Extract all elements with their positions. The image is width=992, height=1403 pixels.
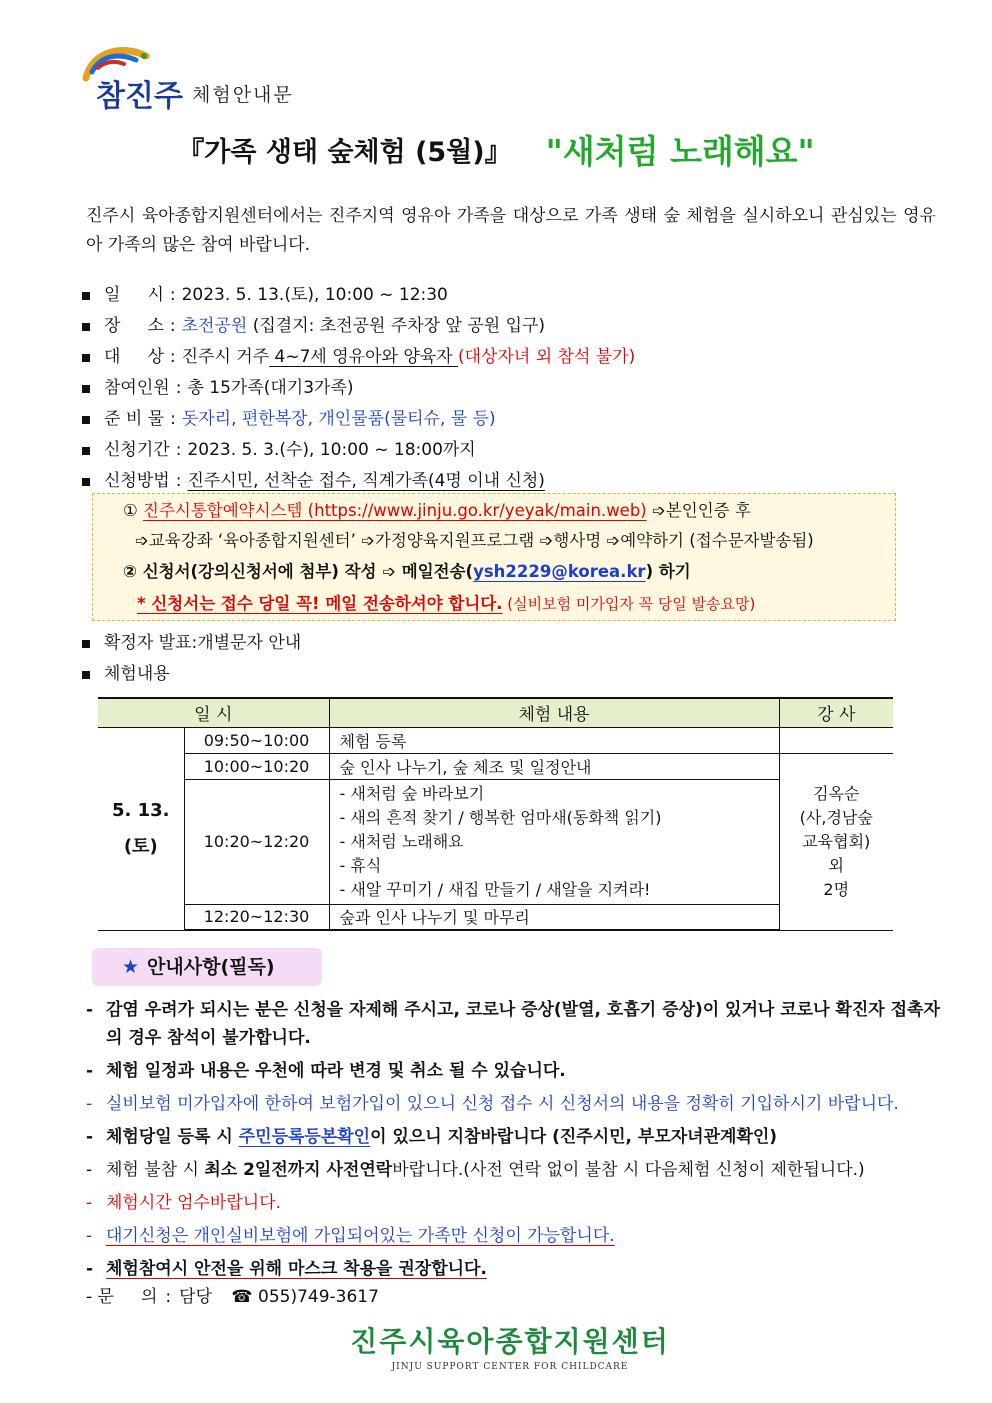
svg-text:참진주: 참진주 (96, 79, 183, 114)
bullet-icon (82, 292, 90, 300)
table-row (98, 904, 893, 930)
notice-tag: ★ 안내사항(필독) (92, 948, 322, 986)
info-place: 장 소 : 초전공원 (집결지: 초전공원 주차장 앞 공원 입구) (82, 311, 942, 342)
registration-line-3: ② 신청서(강의신청서에 첨부) 작성 ➩ 메일전송(ysh2229@korea.kr) 하기 (123, 562, 691, 581)
header-lecturer: 강 사 (779, 698, 893, 727)
info-supplies: 준 비 물 : 돗자리, 편한복장, 개인물품(물티슈, 물 등) (82, 404, 942, 435)
bullet-icon (82, 640, 90, 648)
bullet-icon (82, 323, 90, 331)
registration-line-2: ➩교육강좌 ‘육아종합지원센터’ ➩가정양육지원프로그램 ➩행사명 ➩예약하기 (접수문자발송됨) (135, 531, 814, 550)
registration-box (92, 493, 896, 621)
header-datetime: 일 시 (98, 698, 329, 727)
reservation-system-link[interactable]: 진주시통합예약시스템 (https://www.jinju.go.kr/yeyak/main.web) (143, 501, 647, 520)
notice-item: - 대기신청은 개인실비보험에 가입되어있는 가족만 신청이 가능합니다. (86, 1226, 615, 1246)
info-list-2 (82, 628, 942, 690)
time-cell: 10:00~10:20 (184, 753, 329, 779)
center-logo: 진주시육아종합지원센터 JINJU SUPPORT CENTER FOR CHILDCARE (350, 1325, 670, 1372)
info-participants: 참여인원 : 총 15가족(대기3가족) (82, 373, 942, 404)
registration-line-4: * 신청서는 접수 당일 꼭! 메일 전송하셔야 합니다. (실비보험 미가입자 꼭 당일 발송요망) (137, 594, 756, 613)
page-title (0, 126, 992, 173)
bullet-icon (82, 385, 90, 393)
notice-item: - 실비보험 미가입자에 한하여 보험가입이 있으니 신청 접수 시 신청서의 내용을 정확히 기입하시기 바랍니다. (86, 1094, 899, 1114)
notice-item: - 체험참여시 안전을 위해 마스크 착용을 권장합니다. (86, 1259, 487, 1279)
title-quote: "새처럼 노래해요" (545, 132, 815, 171)
notice-list (86, 996, 946, 1288)
info-content: 체험내용 (82, 659, 942, 690)
info-method: 신청방법 : 진주시민, 선착순 접수, 직계가족(4명 이내 신청) (82, 466, 942, 497)
content-cell: 체험 등록 (329, 727, 779, 753)
lecturer-cell: 김옥순 (사,경남숲 교육협회) 외 2명 (779, 753, 893, 930)
notice-item: - 체험 일정과 내용은 우천에 따라 변경 및 취소 될 수 있습니다. (86, 1061, 566, 1081)
intro-paragraph: 진주시 육아종합지원센터에서는 진주지역 영유아 가족을 대상으로 가족 생태 숲 체험을 실시하오니 관심있는 영유아 가족의 많은 참여 바랍니다. (86, 206, 936, 255)
bullet-icon (82, 416, 90, 424)
time-cell: 10:20~12:20 (184, 779, 329, 904)
header-content: 체험 내용 (329, 698, 779, 727)
table-row (98, 727, 893, 753)
lecturer-empty-cell (779, 727, 893, 753)
bullet-icon (82, 478, 90, 486)
content-cell: 숲과 인사 나누기 및 마무리 (329, 904, 779, 930)
time-cell: 12:20~12:30 (184, 904, 329, 930)
info-date: 일 시 : 2023. 5. 13.(토), 10:00 ~ 12:30 (82, 280, 942, 311)
bullet-icon (82, 671, 90, 679)
info-target: 대 상 : 진주시 거주 4~7세 영유아와 양육자 (대상자녀 외 참석 불가) (82, 342, 942, 373)
title-main: 『가족 생태 숲체험 (5월)』 (177, 137, 512, 168)
time-cell: 09:50~10:00 (184, 727, 329, 753)
document-type-label: 체험안내문 (192, 84, 294, 106)
schedule-table (98, 697, 893, 931)
bullet-icon (82, 447, 90, 455)
star-icon: ★ (122, 956, 140, 978)
table-row (98, 779, 893, 904)
notice-item: - 체험 불참 시 최소 2일전까지 사전연락바랍니다.(사전 연락 없이 불참 시 다음체험 신청이 제한됩니다.) (86, 1160, 865, 1180)
date-cell: 5. 13. (토) (98, 727, 184, 930)
notice-item: - 체험당일 등록 시 주민등록등본확인이 있으니 지참바랍니다 (진주시민, 부모자녀관계확인) (86, 1127, 778, 1147)
info-period: 신청기간 : 2023. 5. 3.(수), 10:00 ~ 18:00까지 (82, 435, 942, 466)
notice-item: - 체험시간 엄수바랍니다. (86, 1193, 282, 1213)
email-link[interactable]: ysh2229@korea.kr (473, 562, 646, 581)
content-cell: 숲 인사 나누기, 숲 체조 및 일정안내 (329, 753, 779, 779)
bullet-icon (82, 354, 90, 362)
jinju-city-logo (78, 42, 190, 114)
info-list (82, 280, 942, 497)
notice-item: - 감염 우려가 되시는 분은 신청을 자제해 주시고, 코로나 증상(발열, 호흡기 증상)이 있거나 코로나 확진자 접촉자의 경우 참석이 불가합니다. (86, 1000, 940, 1048)
contact-line: - 문 의 : 담당 ☎ 055)749-3617 (86, 1287, 379, 1307)
table-row (98, 753, 893, 779)
phone-icon: ☎ (231, 1287, 253, 1307)
info-announce: 확정자 발표:개별문자 안내 (82, 628, 942, 659)
content-cell: - 새처럼 숲 바라보기 - 새의 흔적 찾기 / 행복한 엄마새(동화책 읽기) - 새처럼 노래해요 - 휴식 - 새알 꾸미기 / 새집 만들기 / 새알을 지켜라! (329, 779, 779, 904)
registration-line-1: ① 진주시통합예약시스템 (https://www.jinju.go.kr/yeyak/main.web) ➩본인인증 후 (123, 501, 751, 520)
table-header-row (98, 698, 893, 727)
